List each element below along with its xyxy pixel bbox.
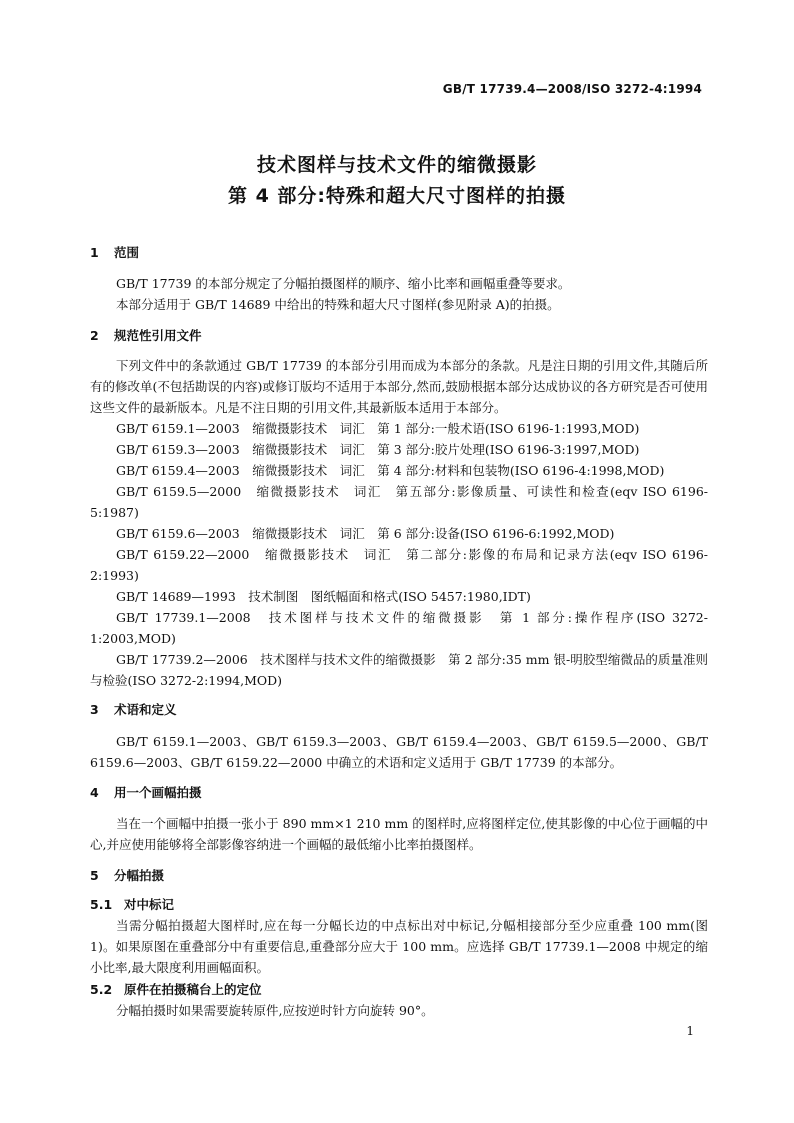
reference-item: GB/T 14689—1993 技术制图 图纸幅面和格式(ISO 5457:1980,IDT) [116,589,531,604]
section-number: 5 [90,868,99,883]
reference-item: GB/T 17739.1—2008 技术图样与技术文件的缩微摄影 第 1 部分:操作程序(ISO 3272-1:2003,MOD) [90,610,708,646]
paragraph: GB/T 17739 的本部分规定了分幅拍摄图样的顺序、缩小比率和画幅重叠等要求。 [116,276,571,291]
standard-code: GB/T 17739.4—2008/ISO 3272-4:1994 [442,82,702,96]
subsection-title: 对中标记 [124,897,175,912]
section-5-1-body [90,915,708,978]
paragraph: 当在一个画幅中拍摄一张小于 890 mm×1 210 mm 的图样时,应将图样定位,使其影像的中心位于画幅的中心,并应使用能够将全部影像容纳进一个画幅的最低缩小比率拍摄图样。 [90,816,708,852]
section-5-2-heading [90,980,262,998]
section-4-heading [90,783,202,801]
section-number: 3 [90,702,99,717]
section-2-body [90,355,708,691]
reference-item: GB/T 6159.3—2003 缩微摄影技术 词汇 第 3 部分:胶片处理(ISO 6196-3:1997,MOD) [116,442,640,457]
section-5-heading [90,866,164,884]
section-4-body [90,813,708,855]
section-number: 1 [90,245,99,260]
document-title-line2: 第 4 部分:特殊和超大尺寸图样的拍摄 [227,185,567,207]
section-number: 2 [90,328,99,343]
section-title: 范围 [114,245,140,260]
page-number: 1 [686,1024,694,1038]
paragraph: GB/T 6159.1—2003、GB/T 6159.3—2003、GB/T 6159.4—2003、GB/T 6159.5—2000、GB/T 6159.6—2003、GB/T 6159.22—2000 中确立的术语和定义适用于 GB/T 17739 的本部分。 [90,734,708,770]
reference-item: GB/T 17739.2—2006 技术图样与技术文件的缩微摄影 第 2 部分:35 mm 银-明胶型缩微品的质量准则与检验(ISO 3272-2:1994,MOD) [90,652,708,688]
reference-item: GB/T 6159.5—2000 缩微摄影技术 词汇 第五部分:影像质量、可读性和检查(eqv ISO 6196-5:1987) [90,484,708,520]
section-1-body [90,273,708,315]
subsection-number: 5.1 [90,897,113,912]
paragraph: 分幅拍摄时如果需要旋转原件,应按逆时针方向旋转 90°。 [116,1003,434,1018]
subsection-title: 原件在拍摄稿台上的定位 [124,982,262,997]
section-3-body [90,731,708,773]
paragraph: 下列文件中的条款通过 GB/T 17739 的本部分引用而成为本部分的条款。凡是注日期的引用文件,其随后所有的修改单(不包括勘误的内容)或修订版均不适用于本部分,然而,鼓励根据本部分达成协议的各方研究是否可使用这些文件的最新版本。凡是不注日期的引用文件,其最新版本适用于本部分。 [90,358,708,415]
section-5-2-body [90,1000,708,1021]
reference-item: GB/T 6159.4—2003 缩微摄影技术 词汇 第 4 部分:材料和包装物(ISO 6196-4:1998,MOD) [116,463,665,478]
paragraph: 当需分幅拍摄超大图样时,应在每一分幅长边的中点标出对中标记,分幅相接部分至少应重叠 100 mm(图 1)。如果原图在重叠部分中有重要信息,重叠部分应大于 100 mm。应选择 GB/T 17739.1—2008 中规定的缩小比率,最大限度利用画幅面积。 [90,918,708,975]
section-number: 4 [90,785,99,800]
section-1-heading [90,243,139,261]
reference-item: GB/T 6159.6—2003 缩微摄影技术 词汇 第 6 部分:设备(ISO 6196-6:1992,MOD) [116,526,615,541]
section-title: 规范性引用文件 [114,328,202,343]
paragraph: 本部分适用于 GB/T 14689 中给出的特殊和超大尺寸图样(参见附录 A)的拍摄。 [116,297,560,312]
section-title: 用一个画幅拍摄 [114,785,202,800]
section-title: 术语和定义 [114,702,177,717]
section-5-1-heading [90,895,174,913]
section-title: 分幅拍摄 [114,868,165,883]
subsection-number: 5.2 [90,982,113,997]
reference-item: GB/T 6159.1—2003 缩微摄影技术 词汇 第 1 部分:一般术语(ISO 6196-1:1993,MOD) [116,421,640,436]
document-title-line1: 技术图样与技术文件的缩微摄影 [256,154,537,176]
section-3-heading [90,700,177,718]
section-2-heading [90,326,202,344]
reference-item: GB/T 6159.22—2000 缩微摄影技术 词汇 第二部分:影像的布局和记录方法(eqv ISO 6196-2:1993) [90,547,708,583]
